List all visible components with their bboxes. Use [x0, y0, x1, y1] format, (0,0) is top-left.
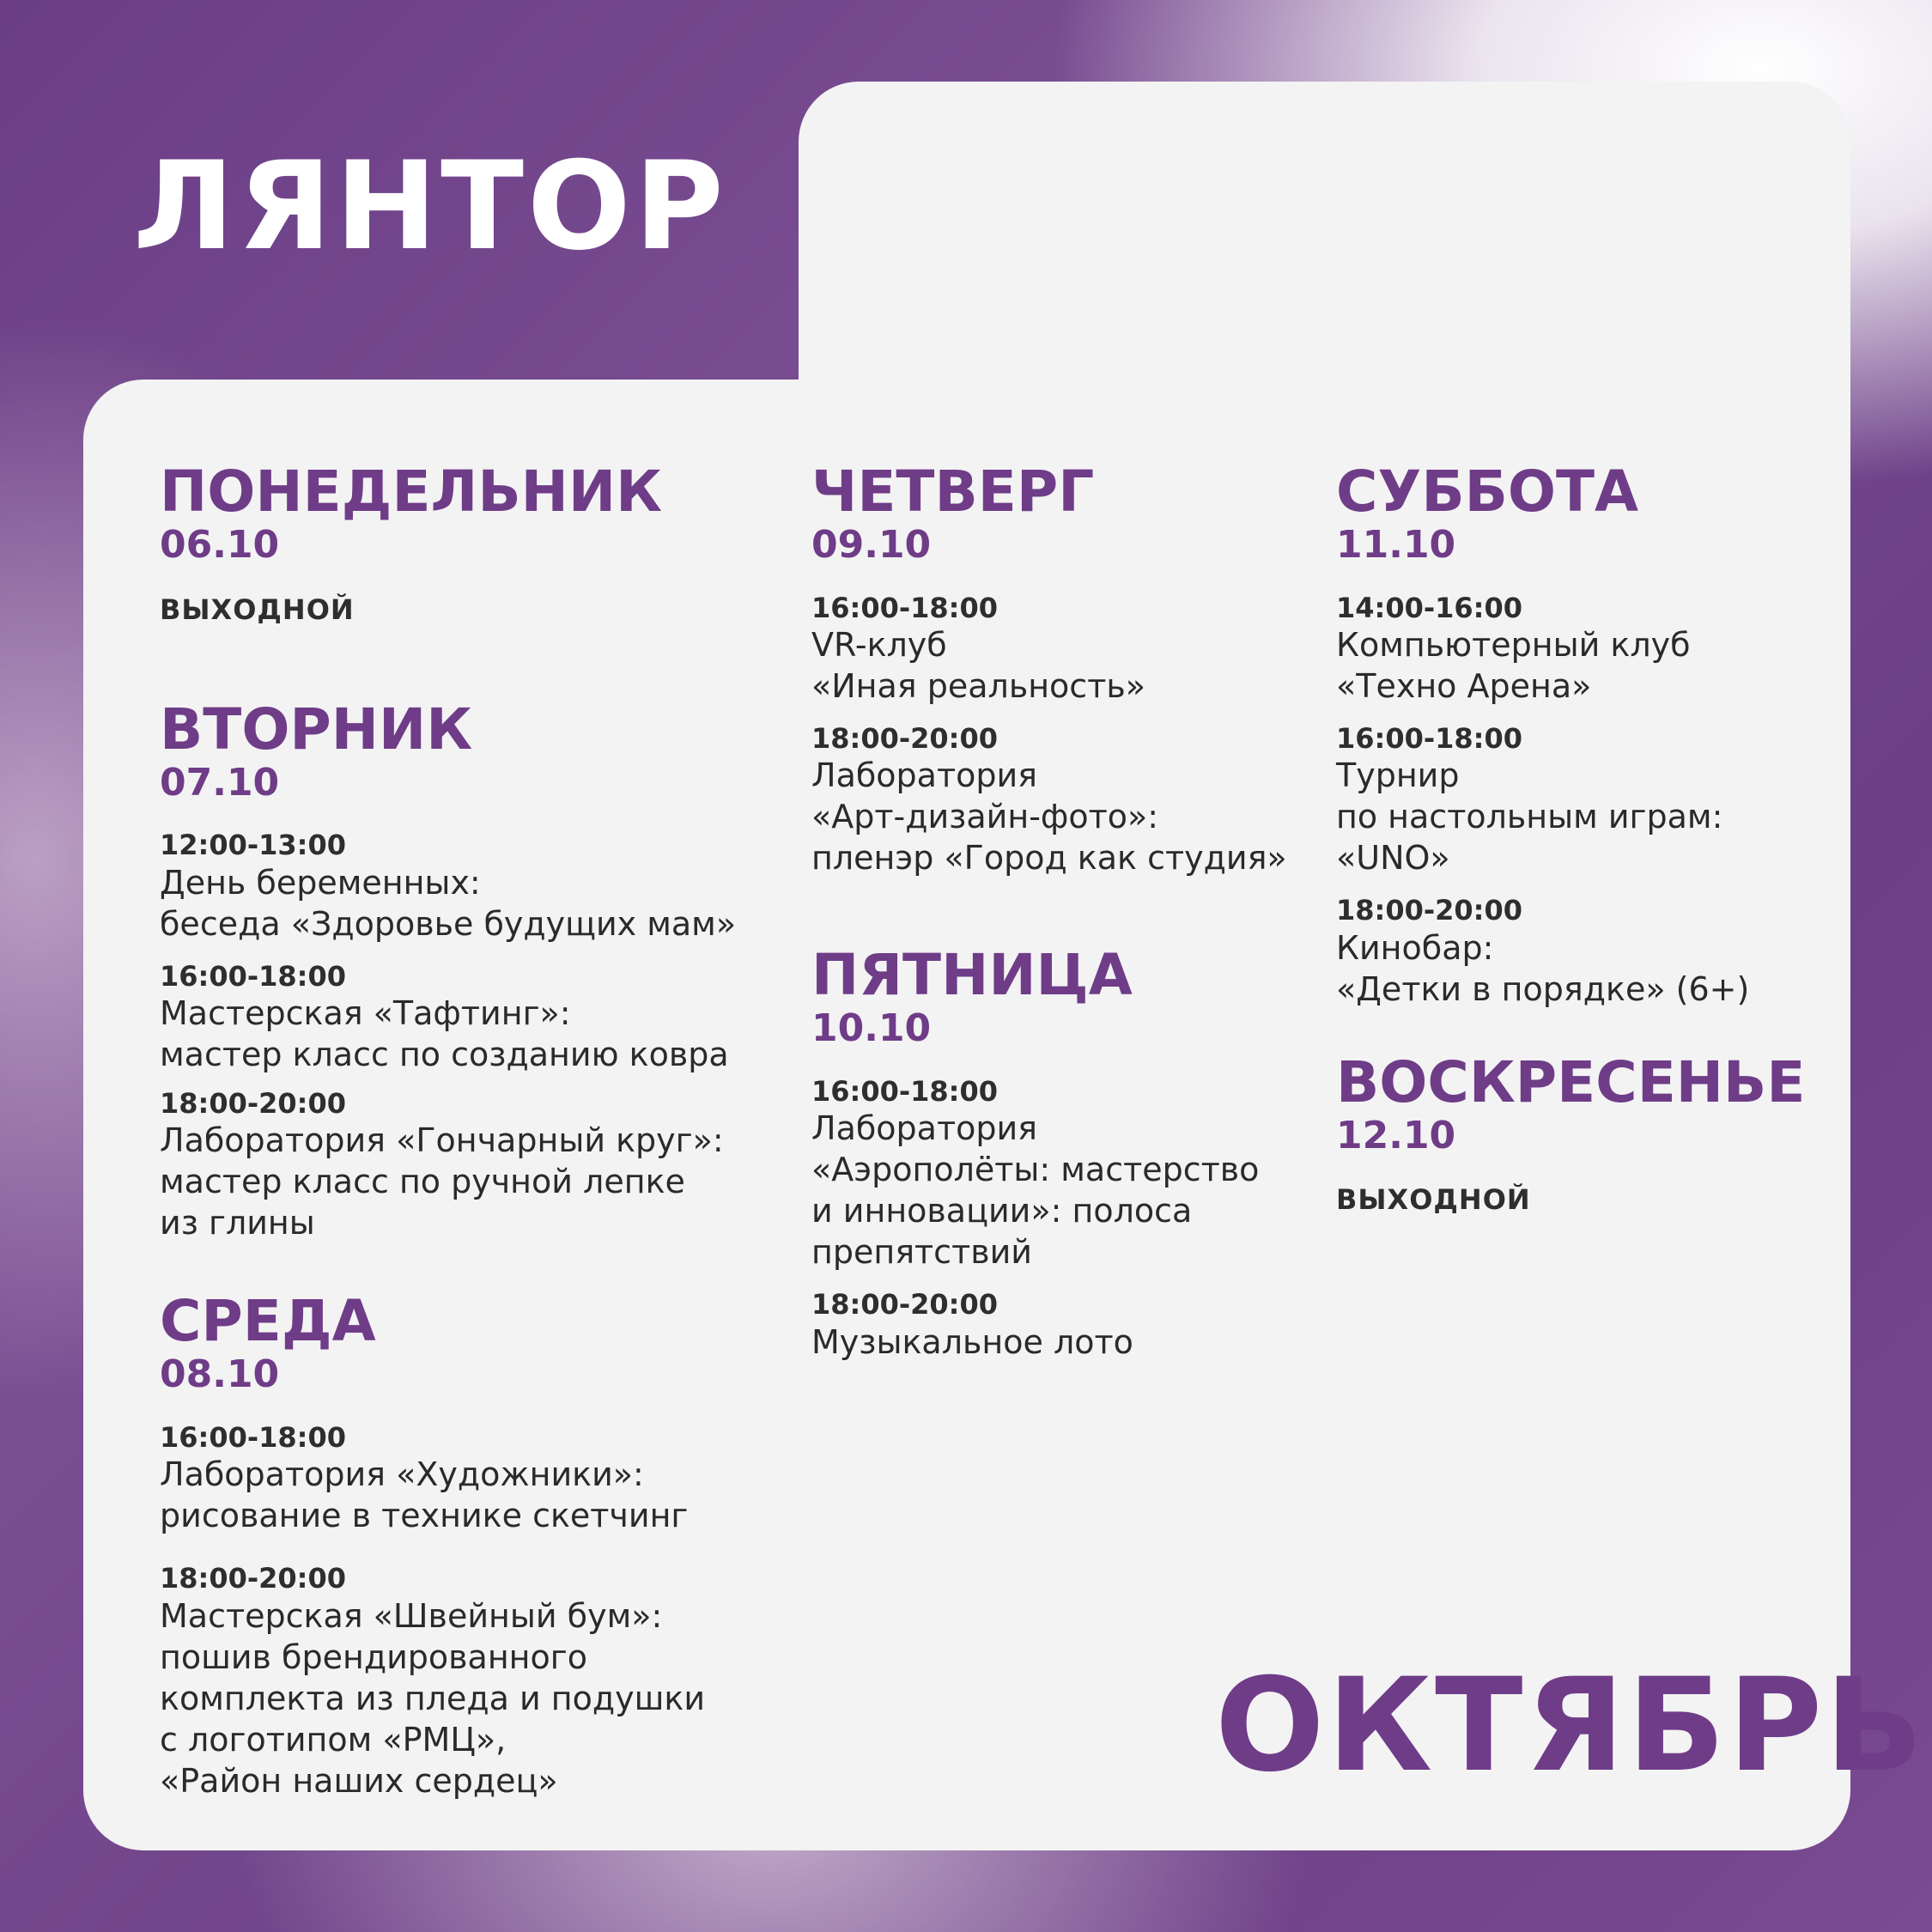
day-date: 10.10: [811, 1006, 932, 1051]
event-item: [160, 1421, 778, 1536]
event-text-line: рисование в технике скетчинг: [160, 1497, 689, 1535]
event-time: 18:00-20:00: [811, 721, 998, 755]
event-time: 14:00-16:00: [1336, 591, 1522, 624]
event-item: [811, 1288, 1430, 1362]
day-name: ПЯТНИЦА: [811, 942, 1133, 1009]
event-time: 18:00-20:00: [160, 1086, 346, 1120]
day-block-tuesday: [160, 696, 778, 1244]
event-time: 12:00-13:00: [160, 829, 346, 862]
event-text-line: «Иная реальность»: [811, 666, 1145, 705]
event-text-line: и инновации»: полоса: [811, 1192, 1193, 1230]
day-name: СРЕДА: [160, 1288, 376, 1355]
event-text-line: комплекта из пледа и подушки: [160, 1679, 706, 1717]
day-block-saturday: [1336, 459, 1817, 1010]
event-item: [160, 960, 778, 1075]
event-text-line: Музыкальное лото: [811, 1322, 1133, 1361]
event-item: [160, 829, 778, 944]
day-off-label: ВЫХОДНОЙ: [160, 592, 355, 626]
event-time: 18:00-20:00: [1336, 894, 1522, 927]
schedule-column-1: [160, 459, 778, 1801]
event-time: 16:00-18:00: [1336, 721, 1522, 755]
event-text-line: Мастерская «Тафтинг»:: [160, 993, 571, 1032]
event-text-line: «UNO»: [1336, 839, 1450, 878]
event-text-line: с логотипом «РМЦ»,: [160, 1720, 507, 1759]
event-text-line: мастер класс по созданию ковра: [160, 1035, 729, 1073]
day-date: 08.10: [160, 1352, 280, 1397]
day-name: ВТОРНИК: [160, 696, 473, 762]
event-text-line: День беременных:: [160, 863, 481, 902]
event-text-line: Турнир: [1336, 756, 1460, 795]
event-text-line: «Арт-дизайн-фото»:: [811, 798, 1159, 836]
event-item: [160, 1562, 778, 1801]
event-text-line: по настольным играм:: [1336, 798, 1723, 836]
event-text-line: «Аэрополёты: мастерство: [811, 1151, 1260, 1189]
day-date: 07.10: [160, 760, 280, 805]
event-text-line: беседа «Здоровье будущих мам»: [160, 904, 737, 943]
day-block-wednesday: [160, 1288, 778, 1801]
event-text-line: «Район наших сердец»: [160, 1761, 558, 1800]
day-name: СУББОТА: [1336, 459, 1639, 525]
event-text-line: пошив брендированного: [160, 1637, 587, 1676]
event-text-line: Лаборатория: [811, 1109, 1038, 1148]
day-name: ЧЕТВЕРГ: [811, 459, 1095, 525]
event-time: 16:00-18:00: [160, 959, 346, 993]
event-text-line: Кинобар:: [1336, 928, 1494, 967]
month-title: ОКТЯБРЬ: [1215, 1651, 1926, 1801]
event-text-line: Мастерская «Швейный бум»:: [160, 1596, 663, 1635]
event-text-line: Лаборатория: [811, 756, 1038, 795]
event-time: 16:00-18:00: [160, 1420, 346, 1454]
event-item: [1336, 894, 1817, 1009]
day-date: 11.10: [1336, 523, 1456, 567]
schedule-column-3: [1336, 459, 1817, 1217]
event-item: [1336, 722, 1817, 878]
event-text-line: Лаборатория «Гончарный круг»:: [160, 1121, 724, 1160]
event-time: 18:00-20:00: [160, 1562, 346, 1595]
day-date: 06.10: [160, 523, 280, 567]
event-text-line: мастер класс по ручной лепке: [160, 1163, 685, 1201]
day-name: ПОНЕДЕЛЬНИК: [160, 459, 663, 525]
event-text-line: Компьютерный клуб: [1336, 625, 1691, 664]
event-text-line: препятствий: [811, 1233, 1033, 1272]
city-title: ЛЯНТОР: [133, 136, 727, 277]
event-text-line: VR-клуб: [811, 625, 947, 664]
event-text-line: «Техно Арена»: [1336, 666, 1592, 705]
event-time: 16:00-18:00: [811, 1074, 998, 1108]
event-text-line: Лаборатория «Художники»:: [160, 1455, 644, 1494]
event-time: 18:00-20:00: [811, 1288, 998, 1321]
event-item: [1336, 592, 1817, 707]
day-block-sunday: [1336, 1048, 1817, 1217]
day-off-label: ВЫХОДНОЙ: [1336, 1183, 1531, 1217]
event-text-line: «Детки в порядке» (6+): [1336, 969, 1750, 1008]
event-item: [160, 1087, 778, 1243]
event-text-line: пленэр «Город как студия»: [811, 839, 1287, 878]
day-date: 12.10: [1336, 1113, 1456, 1157]
event-text-line: из глины: [160, 1204, 315, 1242]
day-block-monday: [160, 459, 778, 626]
day-date: 09.10: [811, 523, 932, 567]
event-time: 16:00-18:00: [811, 591, 998, 624]
day-name: ВОСКРЕСЕНЬЕ: [1336, 1048, 1806, 1115]
